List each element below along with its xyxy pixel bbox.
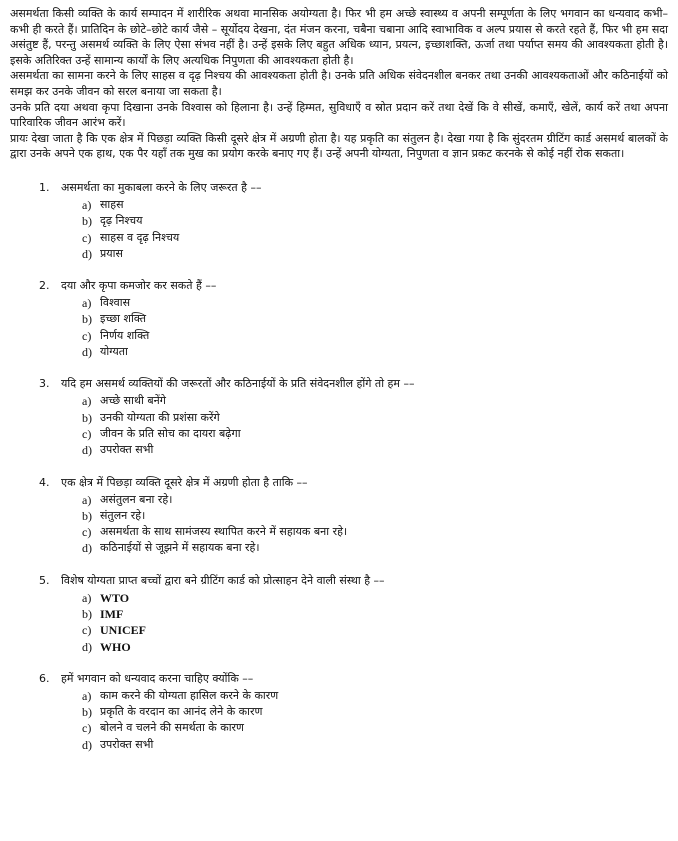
option-text: असंतुलन बना रहे। (100, 492, 173, 506)
question-text: दया और कृपा कमजोर कर सकते हैं –– (61, 279, 217, 293)
option-item (82, 737, 668, 753)
question-number: 3. (39, 377, 50, 391)
option-item (82, 410, 668, 426)
option-text: उनकी योग्यता की प्रशंसा करेंगे (100, 410, 220, 424)
option-item (82, 622, 668, 638)
option-item (82, 688, 668, 704)
question-text: विशेष योग्यता प्राप्त बच्चों द्वारा बने ग्रीटिंग कार्ड को प्रोत्साहन देने वाली संस्था है –– (61, 573, 385, 587)
option-text: उपरोक्त सभी (100, 737, 154, 751)
option-letter: c) (82, 525, 92, 540)
option-letter: d) (82, 541, 92, 556)
option-item (82, 639, 668, 655)
option-text: दृढ़ निश्चय (100, 214, 143, 228)
option-text: प्रयास (100, 246, 123, 260)
option-letter: a) (82, 394, 92, 409)
option-item (82, 328, 668, 344)
option-letter: b) (82, 410, 92, 425)
option-text: WHO (100, 639, 131, 654)
option-letter: b) (82, 508, 92, 523)
option-item (82, 344, 668, 360)
option-text: UNICEF (100, 623, 147, 638)
option-list (10, 295, 668, 360)
question-item (10, 376, 668, 458)
option-item (82, 540, 668, 556)
option-letter: d) (82, 639, 92, 654)
option-letter: c) (82, 426, 92, 441)
option-item (82, 230, 668, 246)
comprehension-passage (10, 6, 668, 162)
option-item (82, 704, 668, 720)
option-text: IMF (100, 606, 124, 621)
question-text: हमें भगवान को धन्यवाद करना चाहिए क्योंकि –– (61, 671, 254, 685)
option-list (10, 197, 668, 262)
option-list (10, 590, 668, 655)
question-number: 2. (39, 279, 50, 293)
question-list (10, 180, 668, 753)
option-item (82, 246, 668, 262)
option-letter: a) (82, 590, 92, 605)
option-letter: c) (82, 328, 92, 343)
option-list (10, 492, 668, 557)
option-text: साहस व दृढ़ निश्चय (100, 230, 180, 244)
option-letter: d) (82, 443, 92, 458)
option-letter: b) (82, 214, 92, 229)
question-number: 4. (39, 475, 50, 489)
option-item (82, 524, 668, 540)
option-item (82, 720, 668, 736)
option-item (82, 197, 668, 213)
option-letter: d) (82, 737, 92, 752)
option-item (82, 590, 668, 606)
question-number: 1. (39, 180, 50, 194)
passage-paragraph: असमर्थता का सामना करने के लिए साहस व दृढ़ निश्चय की आवश्यकता होती है। उनके प्रति अधिक संवेदनशील बनकर तथा उनकी आवश्यकताओं और कठिनाईयों को समझ कर उनके जीवन को सरल बनाया जा सकता है। (10, 69, 668, 98)
option-item (82, 295, 668, 311)
question-item (10, 573, 668, 655)
question-number: 6. (39, 671, 50, 685)
question-item (10, 671, 668, 753)
option-letter: d) (82, 345, 92, 360)
option-text: योग्यता (100, 345, 128, 359)
option-letter: d) (82, 246, 92, 261)
question-number: 5. (39, 573, 50, 587)
question-item (10, 278, 668, 360)
option-letter: a) (82, 688, 92, 703)
option-text: WTO (100, 590, 130, 605)
option-text: काम करने की योग्यता हासिल करने के कारण (100, 688, 279, 702)
option-text: जीवन के प्रति सोच का दायरा बढ़ेगा (100, 426, 241, 440)
option-item (82, 492, 668, 508)
option-item (82, 311, 668, 327)
option-letter: c) (82, 230, 92, 245)
option-text: विश्वास (100, 296, 131, 310)
option-item (82, 393, 668, 409)
option-text: प्रकृति के वरदान का आनंद लेने के कारण (100, 705, 263, 719)
option-letter: a) (82, 296, 92, 311)
question-text: असमर्थता का मुकाबला करने के लिए जरूरत है –– (61, 180, 262, 194)
option-letter: b) (82, 705, 92, 720)
option-list (10, 688, 668, 753)
option-item (82, 213, 668, 229)
option-text: अच्छे साथी बनेंगे (100, 394, 166, 408)
question-item (10, 475, 668, 557)
option-text: बोलने व चलने की समर्थता के कारण (100, 721, 244, 735)
option-text: संतुलन रहे। (100, 508, 146, 522)
option-letter: a) (82, 492, 92, 507)
question-text: यदि हम असमर्थ व्यक्तियों की जरूरतों और कठिनाईयों के प्रति संवेदनशील होंगे तो हम –– (61, 377, 415, 391)
option-text: साहस (100, 197, 124, 211)
option-letter: c) (82, 623, 92, 638)
option-item (82, 426, 668, 442)
option-item (82, 442, 668, 458)
question-item (10, 180, 668, 262)
option-text: इच्छा शक्ति (100, 312, 147, 326)
option-letter: c) (82, 721, 92, 736)
option-text: निर्णय शक्ति (100, 328, 150, 342)
passage-paragraph: उनके प्रति दया अथवा कृपा दिखाना उनके विश्वास को हिलाना है। उन्हें हिम्मत, सुविधाएँ व स्रोत प्रदान करें तथा देखें कि वे सीखें, कमाएँ, खेलें, कार्य करें तथा अपना पारिवारिक जीवन आरंभ करें। (10, 100, 668, 130)
option-text: उपरोक्त सभी (100, 443, 154, 457)
passage-paragraph: असमर्थता किसी व्यक्ति के कार्य सम्पादन में शारीरिक अथवा मानसिक अयोग्यता है। फिर भी हम अच्छे स्वास्थ्य व अपनी सम्पूर्णता के लिए भगवान का धन्यवाद कभी–कभी ही करते हैं। प्रातिदिन के छोटे–छोटे कार्य जैसे – सूर्योदय देखना, दंत मंजन करना, चबैना चबाना आदि स्वाभाविक व अल्प प्रयास से करते रहते हैं, फिर भी हम सदा असंतुष्ट हैं, परन्तु असमर्थ व्यक्ति के लिए ऐसा संभव नहीं है। उन्हें इसके लिए बहुत अधिक ध्यान, प्रयत्न, इच्छाशक्ति, ऊर्जा तथा पर्याप्त समय की आवश्यकता होती है। इसके अतिरिक्त उन्हें सामान्य कार्यों के लिए अत्यधिक निपुणता की आवश्यकता होती है। (10, 7, 668, 67)
question-text: एक क्षेत्र में पिछड़ा व्यक्ति दूसरे क्षेत्र में अग्रणी होता है ताकि –– (61, 475, 308, 489)
option-letter: a) (82, 197, 92, 212)
option-text: असमर्थता के साथ सामंजस्य स्थापित करने में सहायक बना रहे। (100, 525, 348, 539)
option-item (82, 508, 668, 524)
option-item (82, 606, 668, 622)
option-list (10, 393, 668, 458)
option-text: कठिनाईयों से जूझने में सहायक बना रहे। (100, 541, 260, 555)
passage-paragraph: प्रायः देखा जाता है कि एक क्षेत्र में पिछड़ा व्यक्ति किसी दूसरे क्षेत्र में अग्रणी होता है। यह प्रकृति का संतुलन है। देखा गया है कि सुंदरतम ग्रीटिंग कार्ड असमर्थ बालकों के द्वारा उनके अपने एक हाथ, एक पैर यहाँ तक मुख का प्रयोग करके बनाए गए हैं। उन्हें अपनी योग्यता, निपुणता व ज्ञान प्रकट करनके से कोई नहीं रोक सकता। (10, 131, 668, 161)
option-letter: b) (82, 312, 92, 327)
option-letter: b) (82, 606, 92, 621)
